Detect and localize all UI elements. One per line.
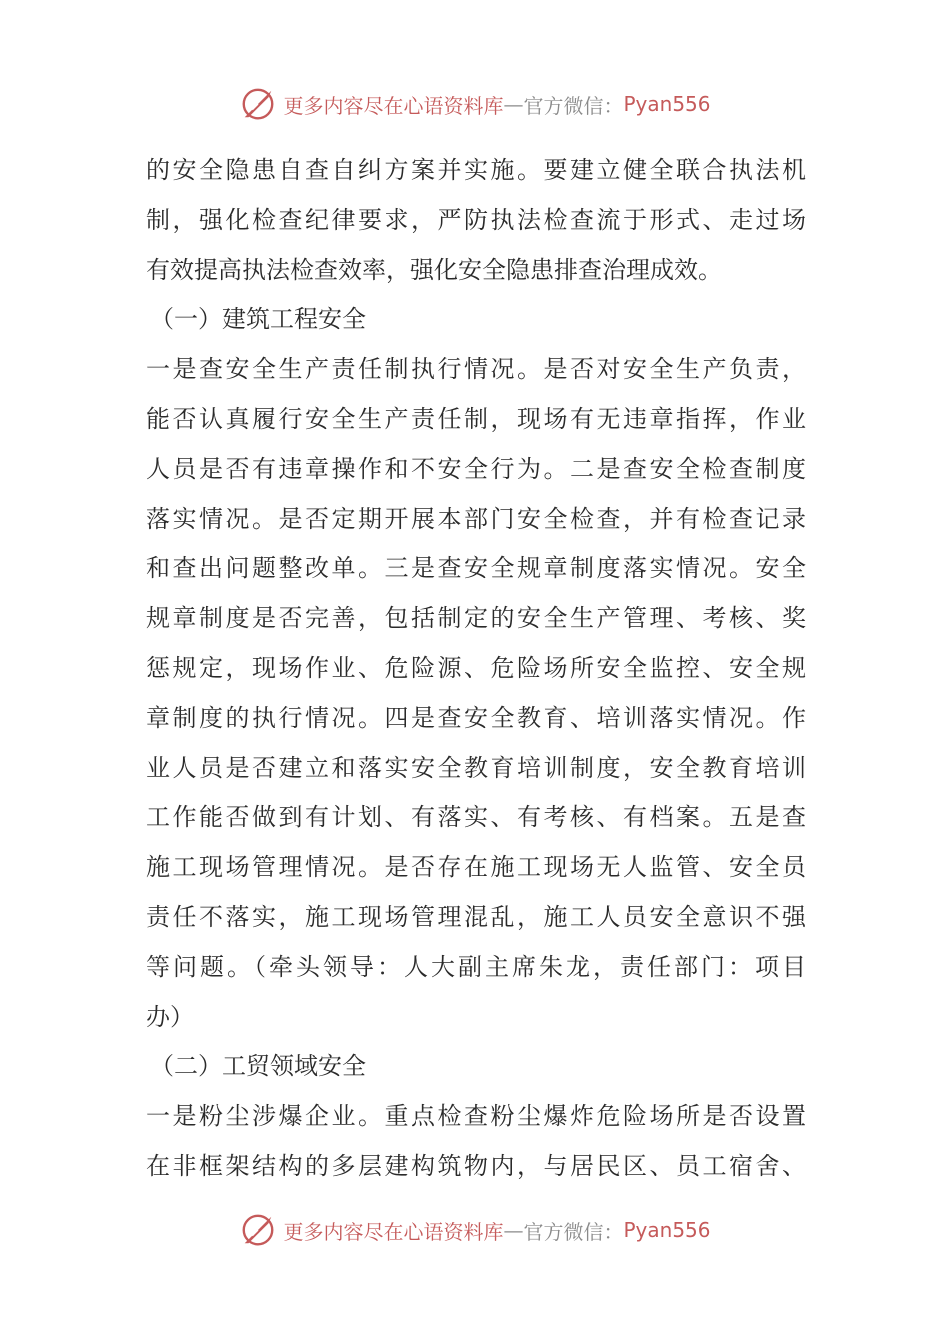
text-line: 惩规定，现场作业、危险源、危险场所安全监控、安全规 (146, 653, 806, 682)
watermark-dash: — (503, 1218, 524, 1242)
text-line: 制，强化检查纪律要求，严防执法检查流于形式、走过场 (146, 205, 806, 234)
text-line: 有效提高执法检查效率，强化安全隐患排查治理成效。 (146, 255, 722, 284)
watermark-wechat-id: Pyan556 (623, 1218, 711, 1242)
text-line: 的安全隐患自查自纠方案并实施。要建立健全联合执法机 (146, 156, 806, 184)
watermark-wechat-id: Pyan556 (623, 92, 711, 116)
pen-logo-icon (239, 1211, 277, 1249)
watermark-dash: — (503, 92, 524, 116)
text-line: 规章制度是否完善，包括制定的安全生产管理、考核、奖 (146, 604, 806, 633)
text-line: 办） (146, 1002, 194, 1031)
text-line: 施工现场管理情况。是否存在施工现场无人监管、安全员 (146, 853, 806, 882)
text-line: 工作能否做到有计划、有落实、有考核、有档案。五是查 (146, 803, 806, 832)
text-line: 和查出问题整改单。三是查安全规章制度落实情况。安全 (146, 554, 806, 583)
watermark-banner-bottom (0, 1210, 950, 1250)
text-line: 责任不落实，施工现场管理混乱，施工人员安全意识不强 (146, 902, 806, 931)
text-line: 能否认真履行安全生产责任制，现场有无违章指挥，作业 (146, 404, 806, 433)
text-line: 一是粉尘涉爆企业。重点检查粉尘爆炸危险场所是否设置 (146, 1102, 806, 1131)
watermark-label: 官方微信： (523, 93, 624, 118)
text-line: 一是查安全生产责任制执行情况。是否对安全生产负责， (146, 355, 806, 384)
text-line: 在非框架结构的多层建构筑物内，与居民区、员工宿舍、 (146, 1151, 806, 1180)
text-line: 人员是否有违章操作和不安全行为。二是查安全检查制度 (146, 454, 806, 483)
text-line: 业人员是否建立和落实安全教育培训制度，安全教育培训 (146, 753, 806, 782)
watermark-main-text: 更多内容尽在心语资料库 (283, 93, 504, 118)
watermark-label: 官方微信： (523, 1219, 624, 1244)
document-body (146, 146, 806, 1192)
text-line: 章制度的执行情况。四是查安全教育、培训落实情况。作 (146, 703, 806, 732)
text-line: 落实情况。是否定期开展本部门安全检查，并有检查记录 (146, 504, 806, 533)
watermark-banner-top (0, 84, 950, 124)
section-heading: （一）建筑工程安全 (150, 305, 366, 334)
section-heading: （二）工贸领域安全 (150, 1052, 366, 1081)
watermark-main-text: 更多内容尽在心语资料库 (283, 1219, 504, 1244)
text-line: 等问题。（牵头领导：人大副主席朱龙，责任部门：项目 (146, 952, 806, 981)
pen-logo-icon (239, 85, 277, 123)
